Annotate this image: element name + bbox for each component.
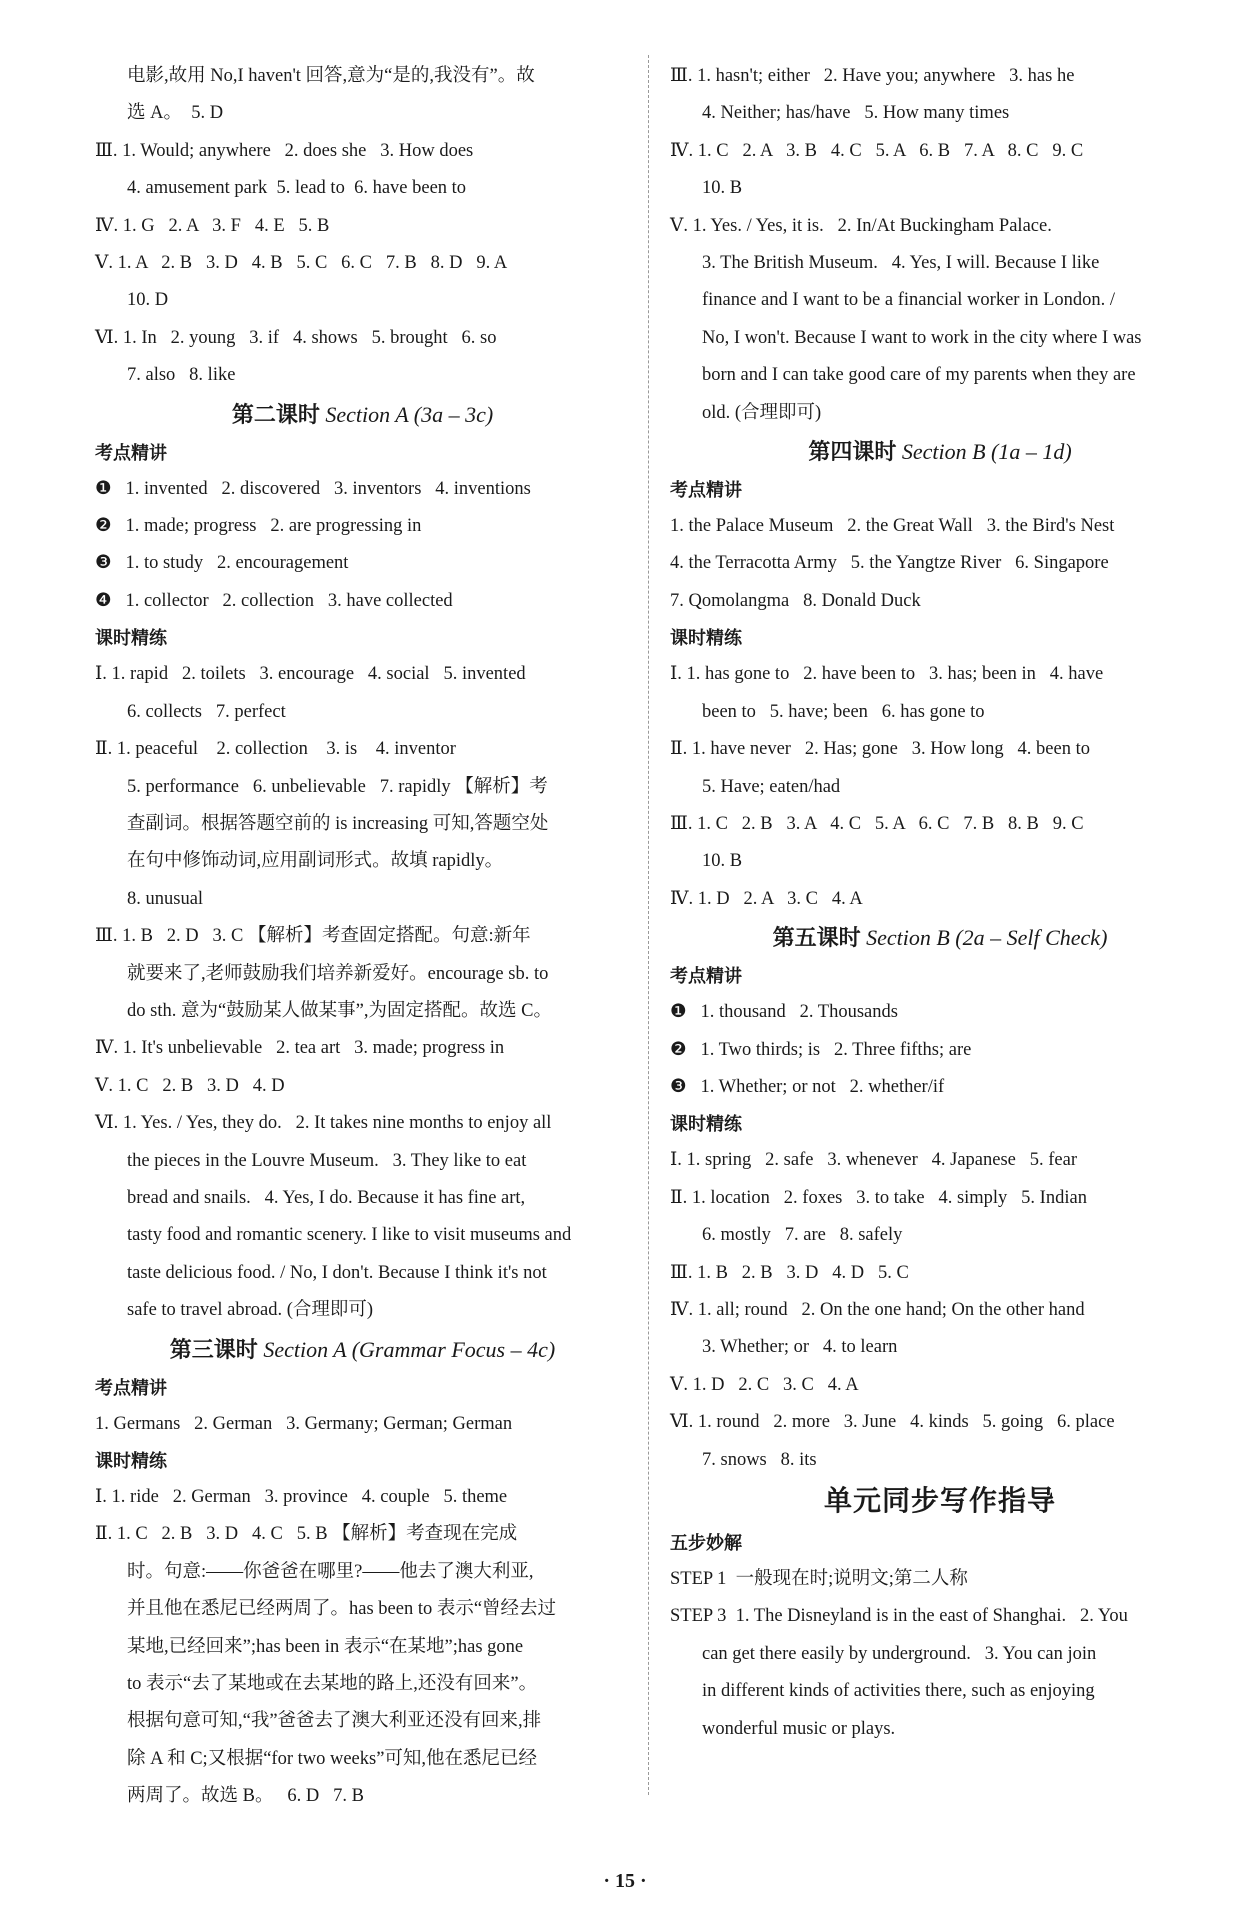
answer-line: Ⅲ. 1. B 2. B 3. D 4. D 5. C [670, 1262, 909, 1283]
answer-line: the pieces in the Louvre Museum. 3. They like to eat [127, 1150, 527, 1171]
answer-line: 在句中修饰动词,应用副词形式。故填 rapidly。 [127, 851, 504, 872]
answer-line: ❹ 1. collector 2. collection 3. have collected [95, 590, 453, 611]
answer-line: old. (合理即可) [702, 402, 822, 423]
lesson-title-section: Section B (2a – Self Check) [866, 925, 1108, 951]
answer-line: No, I won't. Because I want to work in the city where I was [702, 327, 1142, 348]
answer-line: 根据句意可知,“我”爸爸去了澳大利亚还没有回来,排 [127, 1711, 542, 1732]
answer-line: Ⅳ. 1. G 2. A 3. F 4. E 5. B [95, 215, 330, 236]
answer-line: Ⅰ. 1. has gone to 2. have been to 3. has; been in 4. have [670, 664, 1104, 685]
answer-line: 6. collects 7. perfect [127, 701, 286, 722]
answer-line: 1. the Palace Museum 2. the Great Wall 3. the Bird's Nest [670, 516, 1115, 537]
answer-line: Ⅲ. 1. hasn't; either 2. Have you; anywhere 3. has he [670, 66, 1075, 86]
lesson-title-section: Section A (3a – 3c) [325, 401, 494, 427]
right-column [670, 58, 1210, 1748]
answer-line: Ⅲ. 1. B 2. D 3. C 【解析】考查固定搭配。句意:新年 [95, 926, 531, 947]
answer-line: 查副词。根据答题空前的 is increasing 可知,答题空处 [127, 813, 549, 834]
answer-line: 并且他在悉尼已经两周了。has been to 表示“曾经去过 [127, 1599, 557, 1620]
lesson-title-cn: 第二课时 [231, 401, 320, 427]
answer-line: 10. D [127, 290, 169, 311]
answer-line: 7. snows 8. its [702, 1449, 817, 1470]
subsection-label: 课时精练 [670, 628, 742, 649]
answer-line: 时。句意:——你爸爸在哪里?——他去了澳大利亚, [127, 1561, 534, 1582]
lesson-title [95, 1330, 630, 1370]
answer-line: Ⅵ. 1. In 2. young 3. if 4. shows 5. brought 6. so [95, 327, 497, 348]
lesson-title [670, 918, 1210, 958]
answer-line: ❷ 1. Two thirds; is 2. Three fifths; are [670, 1039, 972, 1060]
answer-line: 7. Qomolangma 8. Donald Duck [670, 590, 921, 611]
answer-line: can get there easily by underground. 3. You can join [702, 1643, 1097, 1664]
answer-line: Ⅳ. 1. C 2. A 3. B 4. C 5. A 6. B 7. A 8. C 9. C [670, 140, 1084, 161]
answer-line: 3. The British Museum. 4. Yes, I will. Because I like [702, 253, 1100, 274]
answer-line: in different kinds of activities there, such as enjoying [702, 1681, 1095, 1702]
answer-line: 3. Whether; or 4. to learn [702, 1337, 898, 1358]
answer-line: ❷ 1. made; progress 2. are progressing in [95, 516, 422, 537]
subsection-label: 课时精练 [670, 1114, 742, 1135]
answer-line: 10. B [702, 851, 743, 872]
subsection-label: 考点精讲 [95, 442, 167, 463]
left-column [95, 58, 630, 1816]
lesson-title [670, 432, 1210, 472]
answer-line: 4. the Terracotta Army 5. the Yangtze River 6. Singapore [670, 553, 1109, 574]
lesson-title [95, 395, 630, 435]
answer-line: STEP 3 1. The Disneyland is in the east of Shanghai. 2. You [670, 1606, 1128, 1627]
writing-guide-title: 单元同步写作指导 [823, 1486, 1056, 1517]
answer-line: Ⅴ. 1. D 2. C 3. C 4. A [670, 1374, 859, 1395]
answer-line: 选 A。 5. D [127, 103, 224, 124]
answer-line: Ⅱ. 1. location 2. foxes 3. to take 4. simply 5. Indian [670, 1187, 1087, 1208]
answer-line: ❶ 1. invented 2. discovered 3. inventors 4. inventions [95, 478, 531, 499]
answer-line: to 表示“去了某地或在去某地的路上,还没有回来”。 [127, 1674, 538, 1695]
answer-line: Ⅴ. 1. A 2. B 3. D 4. B 5. C 6. C 7. B 8. D 9. A [95, 253, 508, 274]
answer-line: Ⅴ. 1. Yes. / Yes, it is. 2. In/At Buckingham Palace. [670, 215, 1052, 236]
answer-line: 6. mostly 7. are 8. safely [702, 1225, 903, 1246]
lesson-title-section: Section A (Grammar Focus – 4c) [263, 1336, 556, 1362]
subsection-label: 考点精讲 [670, 480, 742, 501]
answer-line: ❸ 1. Whether; or not 2. whether/if [670, 1076, 945, 1097]
answer-line: do sth. 意为“鼓励某人做某事”,为固定搭配。故选 C。 [127, 1000, 552, 1021]
answer-line: 8. unusual [127, 888, 204, 909]
answer-line: 10. B [702, 178, 743, 199]
lesson-title-cn: 第四课时 [808, 439, 897, 465]
answer-line: been to 5. have; been 6. has gone to [702, 701, 985, 722]
column-divider [648, 55, 649, 1795]
answer-line: ❸ 1. to study 2. encouragement [95, 553, 349, 574]
answer-line: Ⅳ. 1. It's unbelievable 2. tea art 3. made; progress in [95, 1038, 505, 1059]
answer-line: wonderful music or plays. [702, 1718, 896, 1739]
answer-line: Ⅱ. 1. C 2. B 3. D 4. C 5. B 【解析】考查现在完成 [95, 1524, 518, 1545]
subsection-label: 考点精讲 [95, 1377, 167, 1398]
lesson-title-cn: 第五课时 [772, 925, 861, 951]
subsection-label: 课时精练 [95, 1451, 167, 1471]
answer-line: 4. amusement park 5. lead to 6. have been to [127, 178, 467, 199]
answer-line: 就要来了,老师鼓励我们培养新爱好。encourage sb. to [127, 963, 549, 984]
answer-line: born and I can take good care of my parents when they are [702, 365, 1136, 386]
answer-line: 5. performance 6. unbelievable 7. rapidly 【解析】考 [127, 776, 548, 797]
answer-line: 4. Neither; has/have 5. How many times [702, 103, 1010, 124]
answer-line: 5. Have; eaten/had [702, 776, 841, 797]
answer-line: Ⅱ. 1. peaceful 2. collection 3. is 4. inventor [95, 739, 456, 760]
answer-line: STEP 1 一般现在时;说明文;第二人称 [670, 1569, 968, 1589]
lesson-title-section: Section B (1a – 1d) [901, 439, 1072, 465]
subsection-label: 课时精练 [95, 628, 167, 649]
answer-line: Ⅳ. 1. all; round 2. On the one hand; On the other hand [670, 1299, 1085, 1320]
answer-line: taste delicious food. / No, I don't. Because I think it's not [127, 1262, 547, 1283]
answer-line: 除 A 和 C;又根据“for two weeks”可知,他在悉尼已经 [127, 1748, 538, 1769]
answer-line: Ⅰ. 1. rapid 2. toilets 3. encourage 4. social 5. invented [95, 664, 526, 685]
answer-line: Ⅰ. 1. ride 2. German 3. province 4. couple 5. theme [95, 1487, 508, 1507]
answer-line: 两周了。故选 B。 6. D 7. B [127, 1786, 364, 1807]
answer-line: safe to travel abroad. (合理即可) [127, 1300, 374, 1321]
answer-line: Ⅴ. 1. C 2. B 3. D 4. D [95, 1075, 285, 1096]
answer-line: bread and snails. 4. Yes, I do. Because it has fine art, [127, 1187, 526, 1208]
answer-line: Ⅵ. 1. round 2. more 3. June 4. kinds 5. going 6. place [670, 1412, 1115, 1433]
page-number: · 15 · [603, 1870, 647, 1892]
lesson-title-cn: 第三课时 [169, 1336, 258, 1362]
answer-line: 某地,已经回来”;has been in 表示“在某地”;has gone [127, 1636, 524, 1657]
answer-line: finance and I want to be a financial worker in London. / [702, 290, 1116, 311]
answer-line: tasty food and romantic scenery. I like to visit museums and [127, 1225, 572, 1246]
answer-line: 电影,故用 No,I haven't 回答,意为“是的,我没有”。故 [127, 66, 535, 86]
answer-line: Ⅱ. 1. have never 2. Has; gone 3. How long 4. been to [670, 739, 1090, 760]
answer-line: Ⅲ. 1. Would; anywhere 2. does she 3. How does [95, 140, 474, 161]
answer-line: Ⅲ. 1. C 2. B 3. A 4. C 5. A 6. C 7. B 8. B 9. C [670, 813, 1084, 834]
answer-line: 7. also 8. like [127, 365, 236, 386]
answer-line: ❶ 1. thousand 2. Thousands [670, 1002, 898, 1023]
answer-line: Ⅵ. 1. Yes. / Yes, they do. 2. It takes nine months to enjoy all [95, 1113, 552, 1134]
answer-line: Ⅰ. 1. spring 2. safe 3. whenever 4. Japanese 5. fear [670, 1150, 1077, 1171]
answer-line: 1. Germans 2. German 3. Germany; German; German [95, 1413, 513, 1434]
subsection-label: 五步妙解 [670, 1533, 742, 1553]
answer-line: Ⅳ. 1. D 2. A 3. C 4. A [670, 888, 863, 909]
subsection-label: 考点精讲 [670, 966, 742, 987]
